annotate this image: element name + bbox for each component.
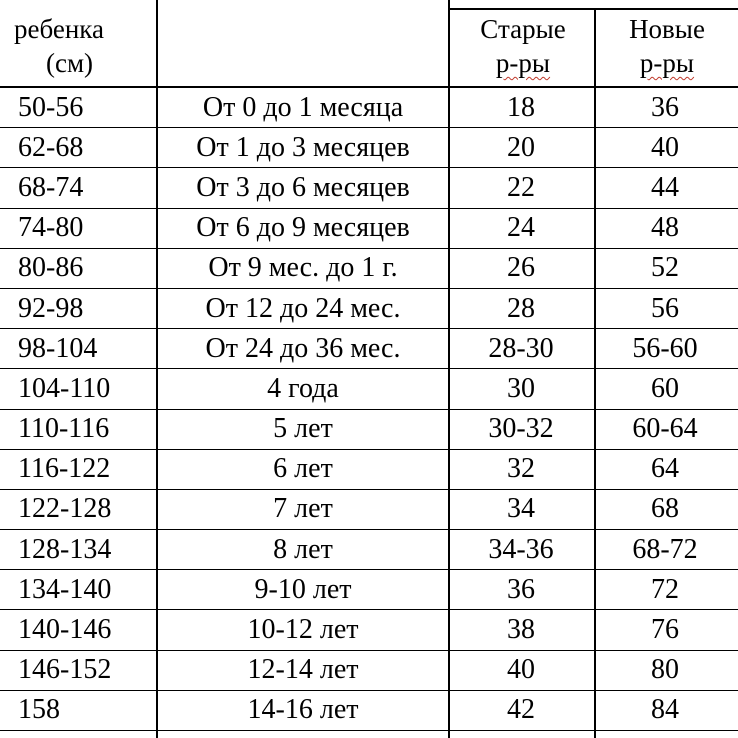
cell-height: 158 bbox=[18, 694, 60, 726]
cell-age: 14-16 лет bbox=[247, 694, 359, 726]
table-row bbox=[0, 249, 738, 289]
header-height-column bbox=[14, 12, 154, 80]
header-new-line1: Новые bbox=[629, 14, 705, 44]
cell-new-size: 44 bbox=[651, 171, 679, 203]
cell-new-size: 80 bbox=[651, 654, 679, 686]
cell-new-size: 68-72 bbox=[632, 533, 698, 565]
cell-old-size: 38 bbox=[507, 614, 535, 646]
cell-old-size: 30-32 bbox=[488, 413, 554, 445]
table-row bbox=[0, 369, 738, 409]
cell-age: От 12 до 24 мес. bbox=[205, 292, 401, 324]
table-row bbox=[0, 329, 738, 369]
table-row bbox=[0, 610, 738, 650]
cell-height: 68-74 bbox=[18, 171, 84, 203]
table-row bbox=[0, 128, 738, 168]
cell-height: 128-134 bbox=[18, 533, 112, 565]
header-new-sizes bbox=[596, 12, 738, 80]
cell-height: 50-56 bbox=[18, 91, 84, 123]
table-row bbox=[0, 490, 738, 530]
cell-new-size: 84 bbox=[651, 694, 679, 726]
header-height-line1: ребенка bbox=[14, 14, 104, 44]
table-row bbox=[0, 88, 738, 128]
cell-age: 4 года bbox=[267, 372, 339, 404]
header-height-line2: (см) bbox=[46, 48, 94, 78]
cell-height: 146-152 bbox=[18, 654, 112, 686]
cell-old-size: 26 bbox=[507, 252, 535, 284]
table-row bbox=[0, 570, 738, 610]
cell-new-size: 64 bbox=[651, 453, 679, 485]
cell-age: 8 лет bbox=[273, 533, 333, 565]
cell-age: От 1 до 3 месяцев bbox=[196, 131, 410, 163]
table-header bbox=[0, 0, 738, 88]
cell-height: 122-128 bbox=[18, 493, 112, 525]
cell-old-size: 34 bbox=[507, 493, 535, 525]
cell-age: От 0 до 1 месяца bbox=[202, 91, 404, 123]
cell-old-size: 28 bbox=[507, 292, 535, 324]
cell-old-size: 42 bbox=[507, 694, 535, 726]
cell-age: 9-10 лет bbox=[254, 573, 352, 605]
table-row bbox=[0, 209, 738, 249]
table-row bbox=[0, 651, 738, 691]
cell-old-size: 36 bbox=[507, 573, 535, 605]
cell-new-size: 56 bbox=[651, 292, 679, 324]
cell-new-size: 60-64 bbox=[632, 413, 698, 445]
cell-old-size: 28-30 bbox=[488, 332, 554, 364]
cell-new-size: 36 bbox=[651, 91, 679, 123]
cell-new-size: 76 bbox=[651, 614, 679, 646]
table-body bbox=[0, 88, 738, 731]
cell-height: 62-68 bbox=[18, 131, 84, 163]
table-row bbox=[0, 691, 738, 731]
cell-age: 12-14 лет bbox=[247, 654, 359, 686]
cell-age: От 3 до 6 месяцев bbox=[196, 171, 410, 203]
table-row bbox=[0, 289, 738, 329]
cell-new-size: 72 bbox=[651, 573, 679, 605]
cell-height: 110-116 bbox=[18, 413, 110, 445]
cell-age: От 6 до 9 месяцев bbox=[196, 212, 410, 244]
cell-new-size: 60 bbox=[651, 372, 679, 404]
cell-age: 5 лет bbox=[273, 413, 333, 445]
cell-height: 98-104 bbox=[18, 332, 98, 364]
cell-age: 6 лет bbox=[273, 453, 333, 485]
table-row bbox=[0, 410, 738, 450]
cell-age: От 9 мес. до 1 г. bbox=[208, 252, 398, 284]
cell-new-size: 52 bbox=[651, 252, 679, 284]
cell-age: 10-12 лет bbox=[247, 614, 359, 646]
cell-old-size: 32 bbox=[507, 453, 535, 485]
cell-height: 80-86 bbox=[18, 252, 84, 284]
cell-new-size: 40 bbox=[651, 131, 679, 163]
cell-height: 74-80 bbox=[18, 212, 84, 244]
cell-new-size: 56-60 bbox=[632, 332, 698, 364]
header-old-line1: Старые bbox=[480, 14, 566, 44]
cell-new-size: 68 bbox=[651, 493, 679, 525]
cell-height: 92-98 bbox=[18, 292, 84, 324]
cell-new-size: 48 bbox=[651, 212, 679, 244]
cell-height: 134-140 bbox=[18, 573, 112, 605]
cell-height: 116-122 bbox=[18, 453, 111, 485]
header-old-sizes bbox=[450, 12, 596, 80]
grid-hline-subheader bbox=[448, 8, 738, 10]
cell-height: 104-110 bbox=[18, 372, 111, 404]
table-row bbox=[0, 450, 738, 490]
cell-old-size: 22 bbox=[507, 171, 535, 203]
table-row bbox=[0, 168, 738, 208]
cell-old-size: 20 bbox=[507, 131, 535, 163]
cell-old-size: 40 bbox=[507, 654, 535, 686]
cell-age: От 24 до 36 мес. bbox=[205, 332, 401, 364]
cell-old-size: 18 bbox=[507, 91, 535, 123]
cell-age: 7 лет bbox=[273, 493, 333, 525]
header-old-line2: р-ры bbox=[495, 48, 551, 78]
cell-height: 140-146 bbox=[18, 614, 112, 646]
cell-old-size: 24 bbox=[507, 212, 535, 244]
cell-old-size: 30 bbox=[507, 372, 535, 404]
header-new-line2: р-ры bbox=[639, 48, 695, 78]
table-row bbox=[0, 530, 738, 570]
cell-old-size: 34-36 bbox=[488, 533, 554, 565]
